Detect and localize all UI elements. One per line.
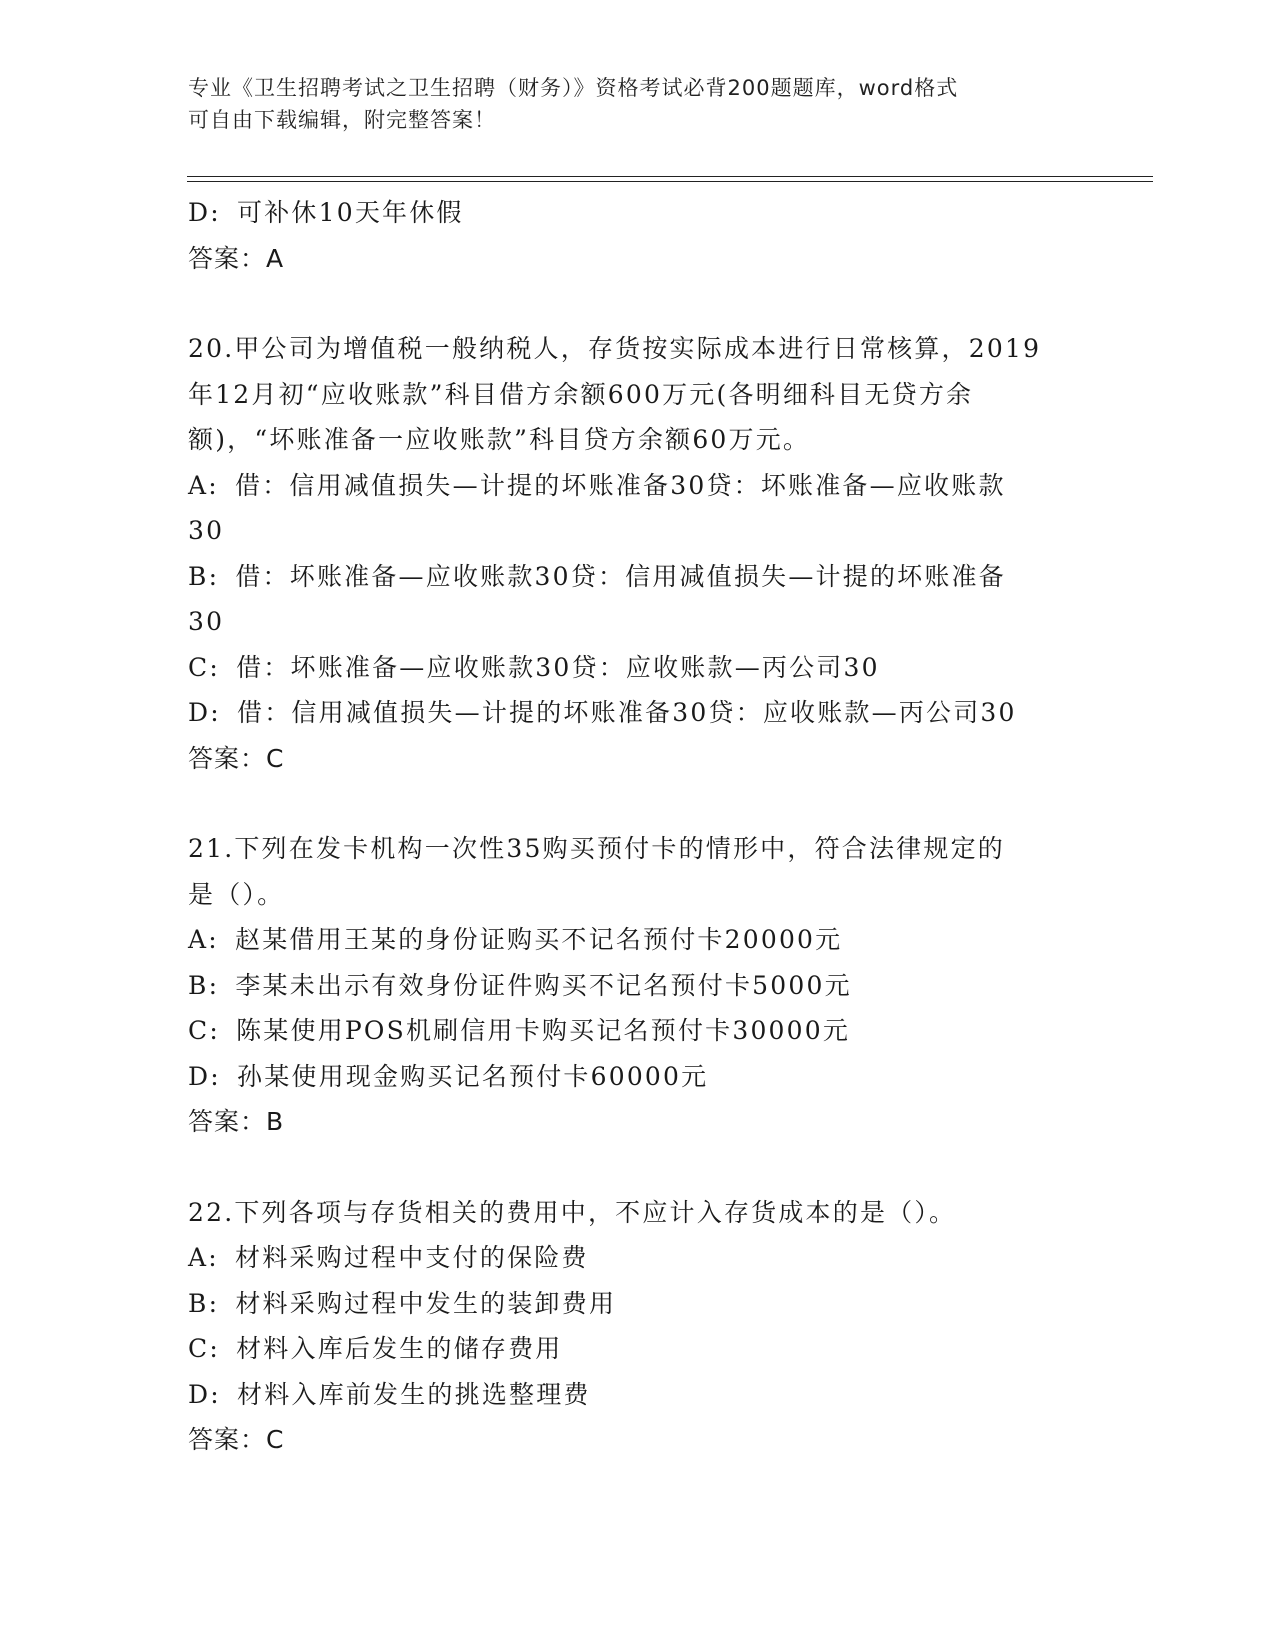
q20-option-d: D: 借：信用减值损失—计提的坏账准备30贷：应收账款—丙公司30: [188, 698, 1017, 727]
question-20: [188, 326, 1088, 781]
q20-option-a: A: 借：信用减值损失—计提的坏账准备30贷：坏账准备—应收账款: [188, 470, 1006, 500]
q20-answer: 答案：C: [188, 743, 285, 773]
q20-option-a-cont: 30: [188, 516, 225, 545]
q21-stem-line-2: 是（）。: [188, 879, 285, 909]
q21-option-c: C: 陈某使用POS机刷信用卡购买记名预付卡30000元: [188, 1016, 851, 1045]
q22-answer: 答案：C: [188, 1425, 285, 1454]
q20-stem-line-1: 20.甲公司为增值税一般纳税人，存货按实际成本进行日常核算，2019: [188, 334, 1042, 363]
q22-stem-line-1: 22.下列各项与存货相关的费用中，不应计入存货成本的是（）。: [188, 1197, 957, 1227]
spacer: [188, 1145, 1088, 1190]
document-header: [188, 72, 1088, 136]
question-21: [188, 826, 1088, 1145]
header-line-2: 可自由下载编辑，附完整答案！: [188, 108, 496, 132]
q20-stem-line-3: 额)，“坏账准备一应收账款”科目贷方余额60万元。: [188, 425, 811, 454]
prev-option-d: D: 可补休10天年休假: [188, 198, 464, 227]
q21-stem-line-1: 21.下列在发卡机构一次性35购买预付卡的情形中，符合法律规定的: [188, 834, 1005, 863]
q22-option-a: A: 材料采购过程中支付的保险费: [188, 1243, 589, 1272]
q20-stem-line-2: 年12月初“应收账款”科目借方余额600万元(各明细科目无贷方余: [188, 379, 974, 409]
q22-option-c: C: 材料入库后发生的储存费用: [188, 1334, 563, 1363]
header-rule-top: [187, 176, 1153, 177]
prev-answer: 答案：A: [188, 243, 285, 273]
question-content: [188, 190, 1088, 1463]
q21-answer: 答案：B: [188, 1107, 285, 1136]
question-22: [188, 1190, 1088, 1463]
spacer: [188, 781, 1088, 826]
q21-option-d: D: 孙某使用现金购买记名预付卡60000元: [188, 1061, 709, 1091]
spacer: [188, 281, 1088, 326]
header-line-1: 专业《卫生招聘考试之卫生招聘（财务）》资格考试必背200题题库，word格式: [188, 76, 959, 100]
q20-option-b: B: 借：坏账准备—应收账款30贷：信用减值损失—计提的坏账准备: [188, 561, 1006, 591]
q20-option-c: C: 借：坏账准备—应收账款30贷：应收账款—丙公司30: [188, 652, 880, 682]
header-rule-bottom: [187, 181, 1153, 182]
q21-option-a: A: 赵某借用王某的身份证购买不记名预付卡20000元: [188, 925, 843, 954]
q22-option-b: B: 材料采购过程中发生的装卸费用: [188, 1288, 617, 1318]
q20-option-b-cont: 30: [188, 607, 225, 636]
q22-option-d: D: 材料入库前发生的挑选整理费: [188, 1379, 591, 1409]
q21-option-b: B: 李某未出示有效身份证件购买不记名预付卡5000元: [188, 970, 852, 1000]
